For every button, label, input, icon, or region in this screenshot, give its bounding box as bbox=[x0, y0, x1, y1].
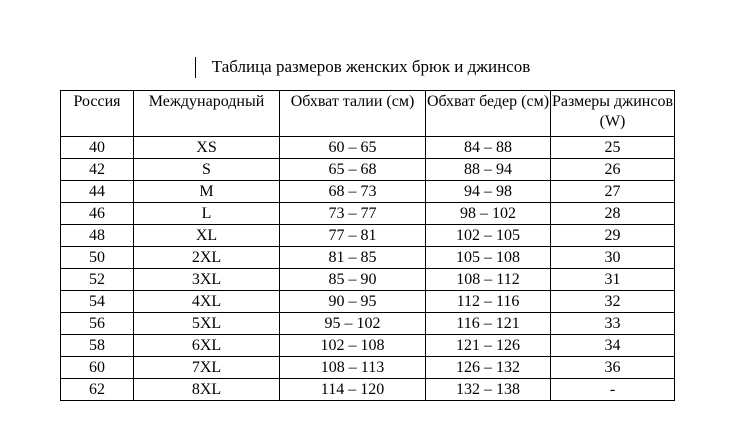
header-russia: Россия bbox=[61, 91, 134, 137]
header-waist: Обхват талии (см) bbox=[280, 91, 426, 137]
cell-hips: 121 – 126 bbox=[426, 335, 551, 357]
cell-waist: 77 – 81 bbox=[280, 225, 426, 247]
cell-international: 5XL bbox=[134, 313, 280, 335]
cell-international: 3XL bbox=[134, 269, 280, 291]
cell-jeans-size: 31 bbox=[551, 269, 675, 291]
cell-waist: 60 – 65 bbox=[280, 137, 426, 159]
table-row bbox=[61, 379, 675, 401]
cell-russia: 40 bbox=[61, 137, 134, 159]
cell-international: XL bbox=[134, 225, 280, 247]
cell-waist: 108 – 113 bbox=[280, 357, 426, 379]
cell-waist: 68 – 73 bbox=[280, 181, 426, 203]
cell-jeans-size: 36 bbox=[551, 357, 675, 379]
cell-hips: 112 – 116 bbox=[426, 291, 551, 313]
cell-waist: 81 – 85 bbox=[280, 247, 426, 269]
cell-international: L bbox=[134, 203, 280, 225]
cell-jeans-size: 27 bbox=[551, 181, 675, 203]
cell-waist: 102 – 108 bbox=[280, 335, 426, 357]
document-title: Таблица размеров женских брюк и джинсов bbox=[211, 57, 531, 76]
size-table bbox=[60, 90, 675, 401]
cell-hips: 98 – 102 bbox=[426, 203, 551, 225]
table-row bbox=[61, 137, 675, 159]
cell-russia: 44 bbox=[61, 181, 134, 203]
cell-jeans-size: 32 bbox=[551, 291, 675, 313]
cell-hips: 105 – 108 bbox=[426, 247, 551, 269]
cell-russia: 60 bbox=[61, 357, 134, 379]
table-row bbox=[61, 181, 675, 203]
cell-russia: 52 bbox=[61, 269, 134, 291]
cell-jeans-size: - bbox=[551, 379, 675, 401]
table-row bbox=[61, 269, 675, 291]
cell-russia: 62 bbox=[61, 379, 134, 401]
cell-hips: 94 – 98 bbox=[426, 181, 551, 203]
header-international: Международный bbox=[134, 91, 280, 137]
cell-waist: 65 – 68 bbox=[280, 159, 426, 181]
cell-russia: 42 bbox=[61, 159, 134, 181]
table-row bbox=[61, 291, 675, 313]
cell-jeans-size: 33 bbox=[551, 313, 675, 335]
table-row bbox=[61, 225, 675, 247]
cell-waist: 85 – 90 bbox=[280, 269, 426, 291]
cell-hips: 126 – 132 bbox=[426, 357, 551, 379]
cell-hips: 84 – 88 bbox=[426, 137, 551, 159]
cell-hips: 102 – 105 bbox=[426, 225, 551, 247]
cell-international: S bbox=[134, 159, 280, 181]
cell-international: 2XL bbox=[134, 247, 280, 269]
cell-hips: 132 – 138 bbox=[426, 379, 551, 401]
table-row bbox=[61, 247, 675, 269]
cell-jeans-size: 28 bbox=[551, 203, 675, 225]
cell-hips: 88 – 94 bbox=[426, 159, 551, 181]
table-row bbox=[61, 313, 675, 335]
cell-waist: 95 – 102 bbox=[280, 313, 426, 335]
cell-jeans-size: 30 bbox=[551, 247, 675, 269]
cell-international: 7XL bbox=[134, 357, 280, 379]
cell-international: XS bbox=[134, 137, 280, 159]
cell-waist: 114 – 120 bbox=[280, 379, 426, 401]
header-hips: Обхват бедер (см) bbox=[426, 91, 551, 137]
cell-jeans-size: 25 bbox=[551, 137, 675, 159]
cell-international: 6XL bbox=[134, 335, 280, 357]
header-jeans-size: Размеры джинсов (W) bbox=[551, 91, 675, 137]
cell-jeans-size: 34 bbox=[551, 335, 675, 357]
cell-waist: 90 – 95 bbox=[280, 291, 426, 313]
cell-jeans-size: 29 bbox=[551, 225, 675, 247]
table-header-row bbox=[61, 91, 675, 137]
table-body bbox=[61, 137, 675, 401]
table-row bbox=[61, 203, 675, 225]
cell-russia: 58 bbox=[61, 335, 134, 357]
cell-hips: 108 – 112 bbox=[426, 269, 551, 291]
cell-hips: 116 – 121 bbox=[426, 313, 551, 335]
cell-waist: 73 – 77 bbox=[280, 203, 426, 225]
table-row bbox=[61, 357, 675, 379]
cell-russia: 48 bbox=[61, 225, 134, 247]
table-row bbox=[61, 159, 675, 181]
cell-jeans-size: 26 bbox=[551, 159, 675, 181]
cell-russia: 56 bbox=[61, 313, 134, 335]
cell-international: 8XL bbox=[134, 379, 280, 401]
cell-international: 4XL bbox=[134, 291, 280, 313]
cell-international: M bbox=[134, 181, 280, 203]
cell-russia: 46 bbox=[61, 203, 134, 225]
cell-russia: 54 bbox=[61, 291, 134, 313]
cell-russia: 50 bbox=[61, 247, 134, 269]
table-row bbox=[61, 335, 675, 357]
